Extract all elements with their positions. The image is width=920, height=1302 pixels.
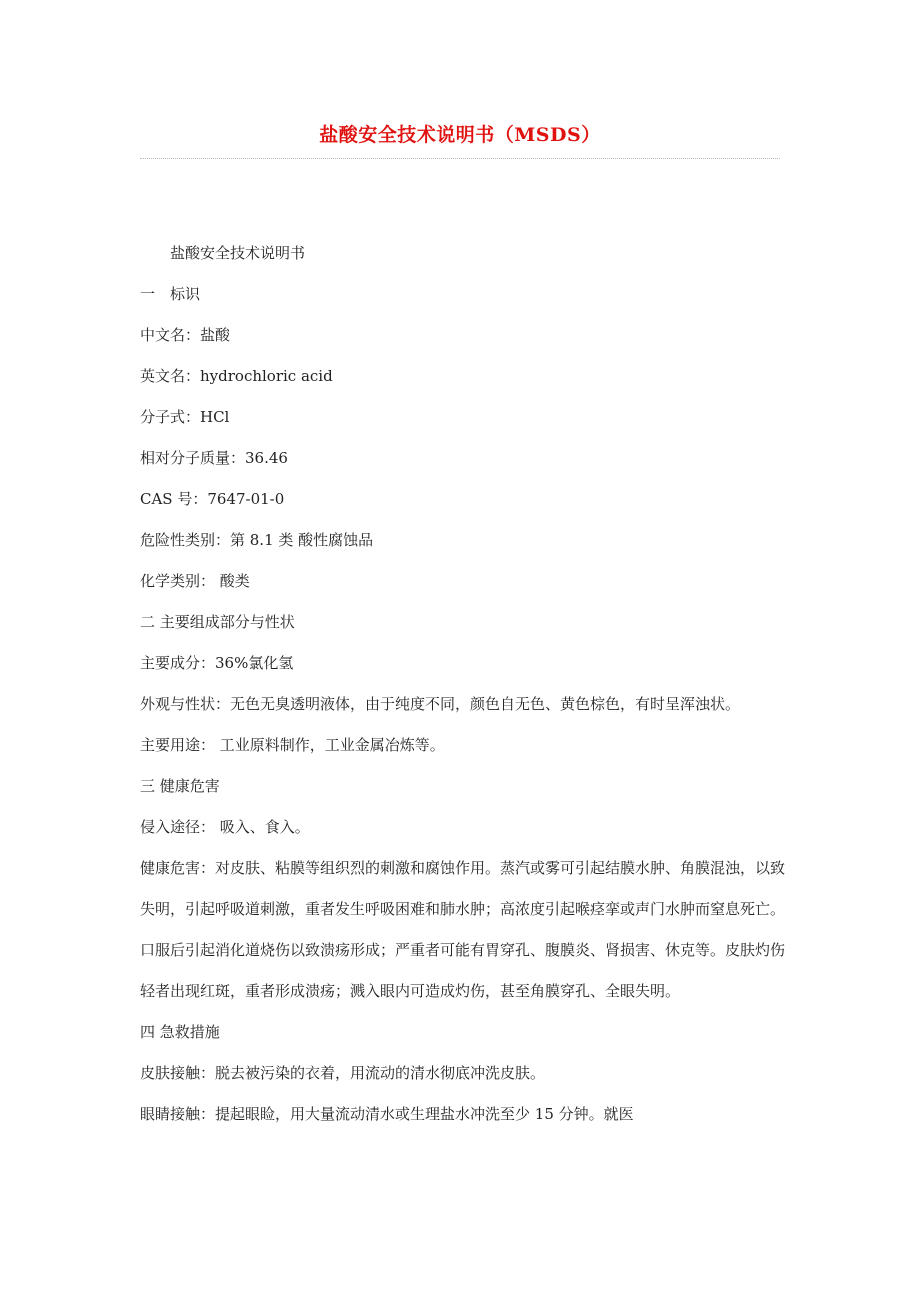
cas-number-line: CAS 号：7647-01-0 xyxy=(140,490,285,508)
english-name-line: 英文名：hydrochloric acid xyxy=(140,367,333,385)
eye-contact-line: 眼睛接触：提起眼睑，用大量流动清水或生理盐水冲洗至少 15 分钟。就医 xyxy=(140,1105,634,1123)
document-body xyxy=(140,233,785,1135)
molecular-weight-line: 相对分子质量：36.46 xyxy=(140,449,288,467)
main-uses-line: 主要用途： 工业原料制作，工业金属冶炼等。 xyxy=(140,736,445,754)
hazard-class-line: 危险性类别：第 8.1 类 酸性腐蚀品 xyxy=(140,531,374,549)
section-heading-composition: 二 主要组成部分与性状 xyxy=(140,613,295,631)
document-title: 盐酸安全技术说明书（MSDS） xyxy=(319,124,601,146)
molecular-formula-line: 分子式：HCl xyxy=(140,408,230,426)
health-hazard-paragraph: 健康危害：对皮肤、粘膜等组织烈的刺激和腐蚀作用。蒸汽或雾可引起结膜水肿、角膜混浊，以致失明，引起呼吸道刺激，重者发生呼吸困难和肺水肿；高浓度引起喉痉挛或声门水肿而窒息死亡。口服后引起消化道烧伤以致溃疡形成；严重者可能有胃穿孔、腹膜炎、肾损害、休克等。皮肤灼伤轻者出现红斑，重者形成溃疡；溅入眼内可造成灼伤，甚至角膜穿孔、全眼失明。 xyxy=(140,859,786,1000)
section-heading-health-hazards: 三 健康危害 xyxy=(140,777,220,795)
subtitle-line: 盐酸安全技术说明书 xyxy=(170,244,306,262)
skin-contact-line: 皮肤接触：脱去被污染的衣着，用流动的清水彻底冲洗皮肤。 xyxy=(140,1064,546,1082)
route-of-entry-line: 侵入途径： 吸入、食入。 xyxy=(140,818,310,836)
section-heading-first-aid: 四 急救措施 xyxy=(140,1023,220,1041)
section-heading-identification: 一 标识 xyxy=(140,285,201,303)
chinese-name-line: 中文名：盐酸 xyxy=(140,326,231,344)
appearance-line: 外观与性状：无色无臭透明液体，由于纯度不同，颜色自无色、黄色棕色，有时呈浑浊状。 xyxy=(140,695,741,713)
chemical-class-line: 化学类别： 酸类 xyxy=(140,572,250,590)
title-divider xyxy=(140,158,780,159)
main-ingredient-line: 主要成分：36%氯化氢 xyxy=(140,654,294,672)
